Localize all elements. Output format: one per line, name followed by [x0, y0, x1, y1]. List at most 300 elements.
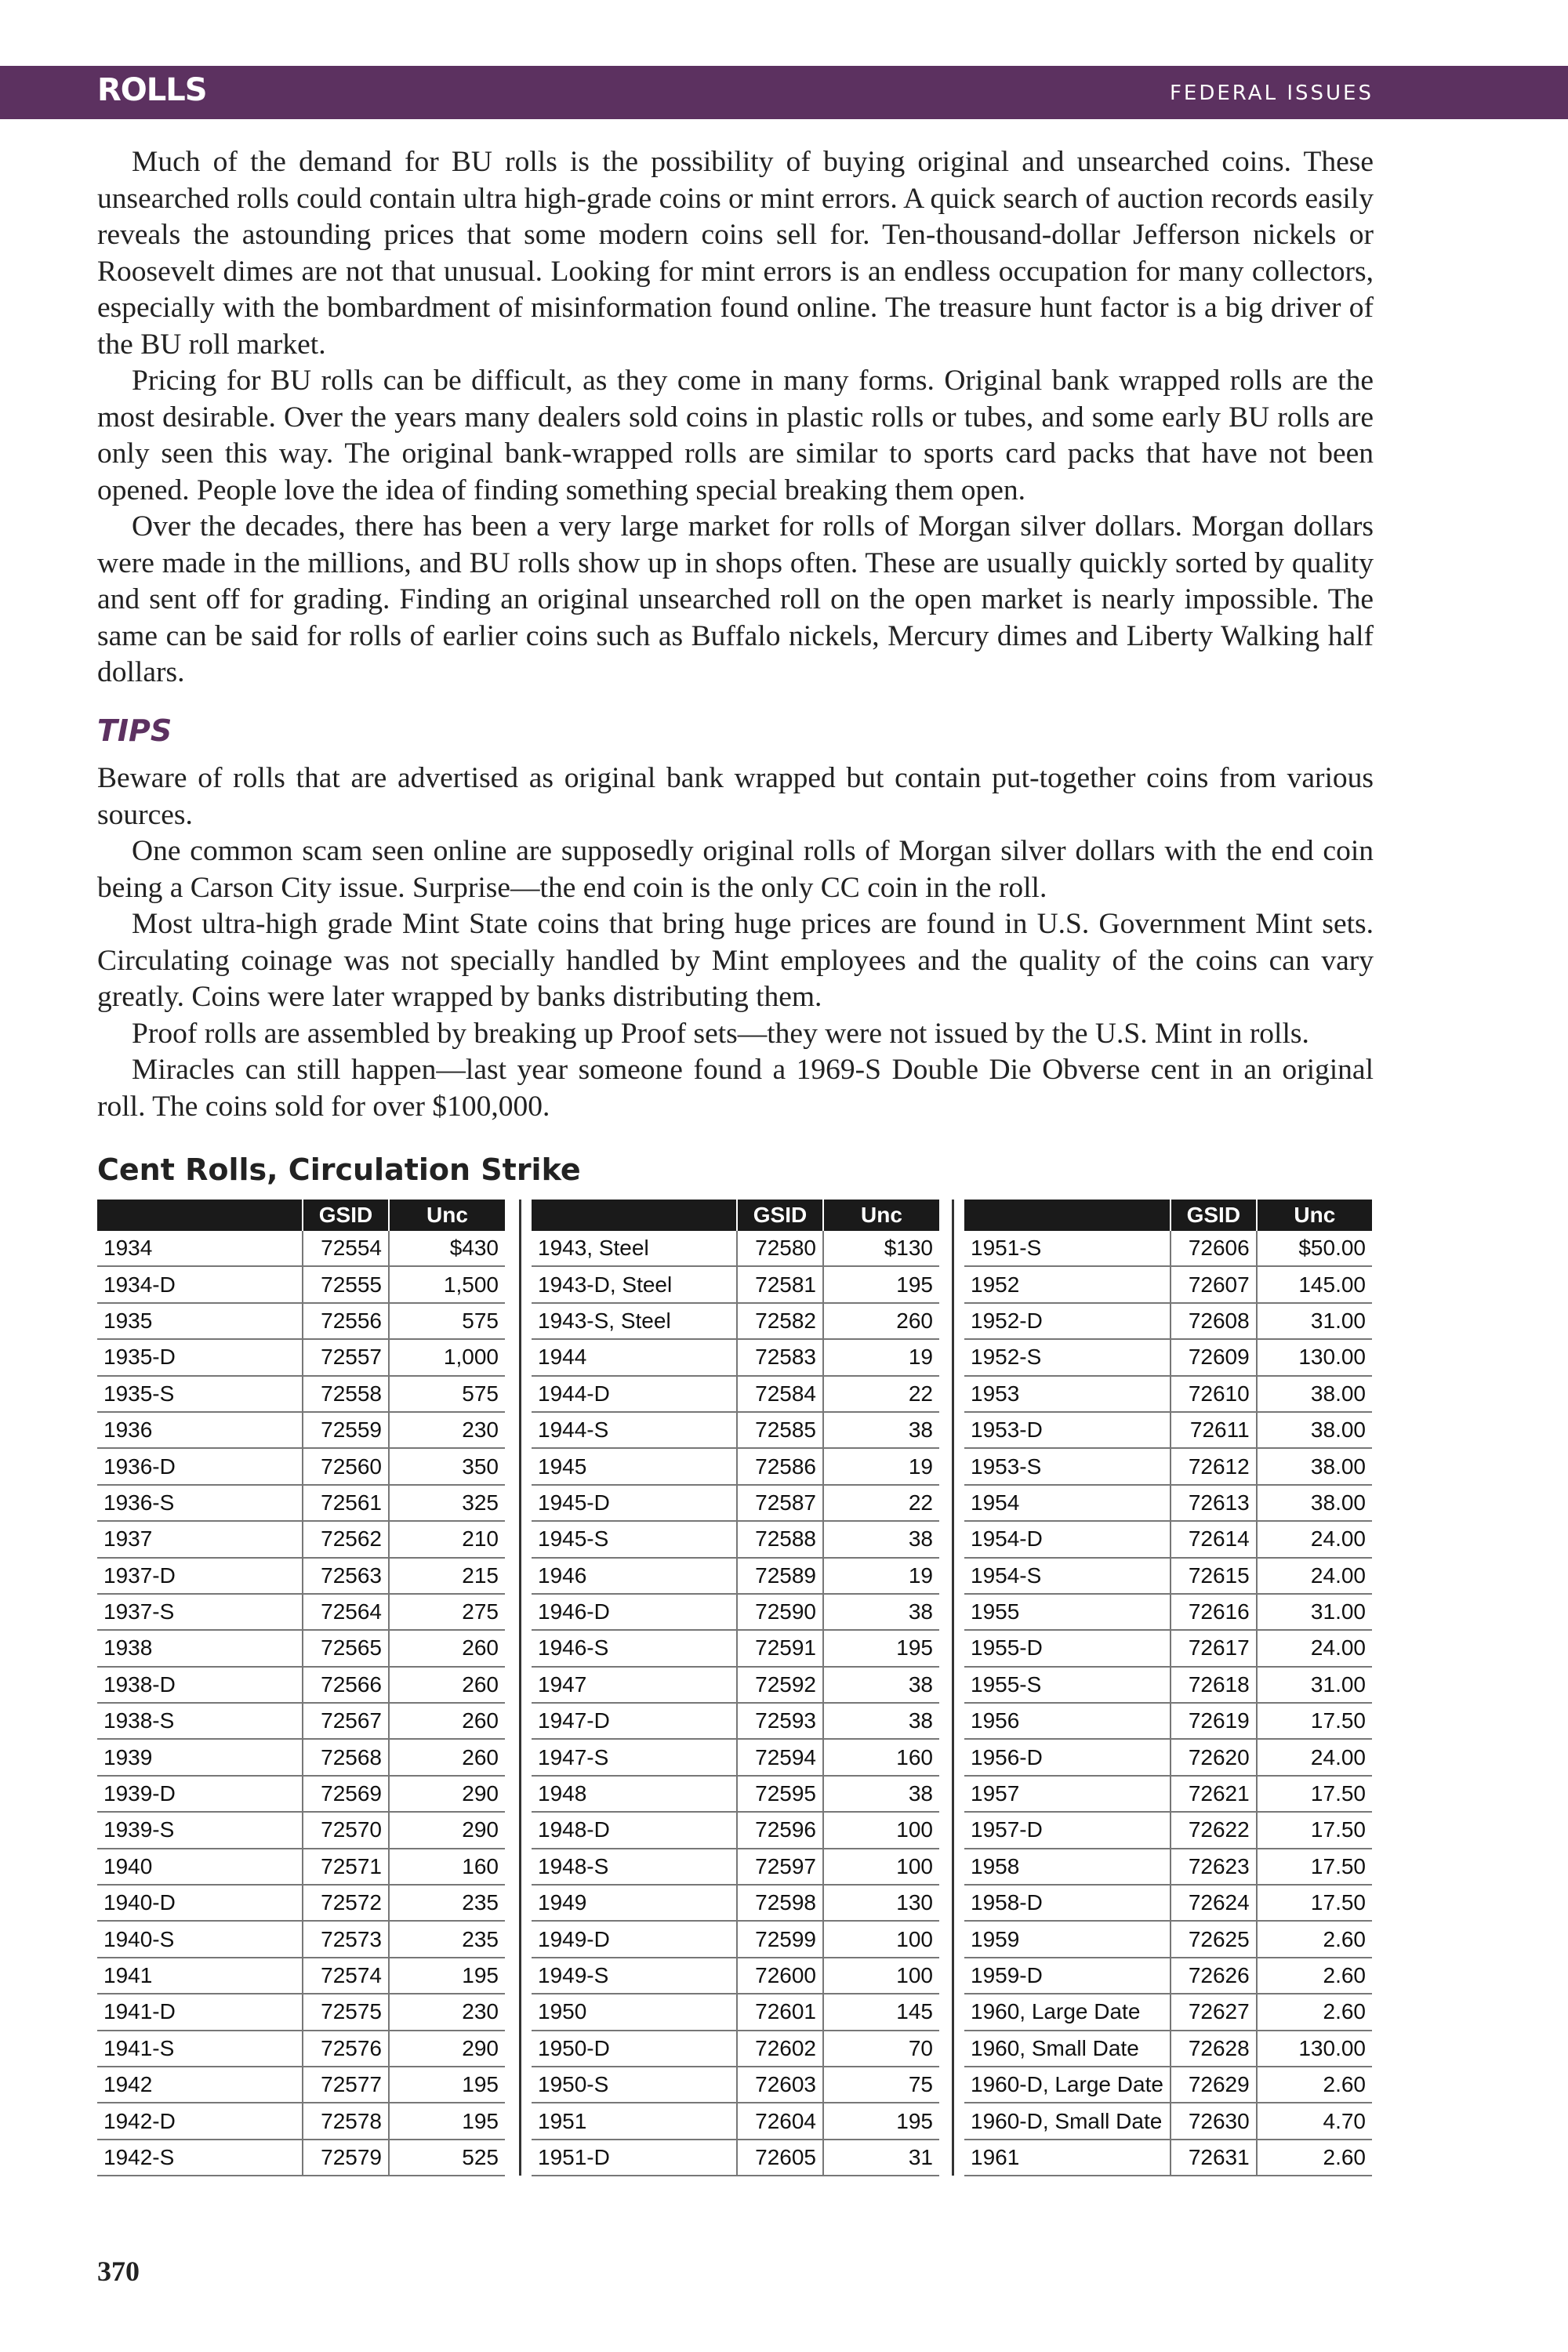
table-row	[97, 1849, 505, 1885]
coin-date-cell: 1952-S	[964, 1339, 1171, 1375]
table-row	[532, 1921, 939, 1957]
gsid-cell: 72629	[1171, 2067, 1257, 2103]
unc-price-cell: 290	[389, 1776, 505, 1812]
coin-date-cell: 1961	[964, 2140, 1171, 2176]
gsid-cell: 72566	[303, 1667, 389, 1703]
table-row	[532, 1849, 939, 1885]
table-row	[532, 1558, 939, 1594]
table-row	[964, 1339, 1372, 1375]
coin-date-cell: 1938	[97, 1630, 303, 1666]
table-row	[532, 1994, 939, 2030]
unc-price-cell: 17.50	[1257, 1812, 1372, 1848]
table-row	[964, 1630, 1372, 1666]
table-row	[964, 1958, 1372, 1994]
unc-price-cell: 260	[389, 1630, 505, 1666]
unc-price-cell: 31.00	[1257, 1594, 1372, 1630]
gsid-cell: 72626	[1171, 1958, 1257, 1994]
table-row	[532, 2140, 939, 2176]
unc-price-cell: 31.00	[1257, 1303, 1372, 1339]
gsid-cell: 72608	[1171, 1303, 1257, 1339]
column-divider	[952, 1200, 954, 2176]
coin-date-cell: 1954	[964, 1485, 1171, 1521]
coin-date-cell: 1952-D	[964, 1303, 1171, 1339]
unc-price-cell: 24.00	[1257, 1521, 1372, 1557]
coin-date-cell: 1947	[532, 1667, 737, 1703]
gsid-cell: 72572	[303, 1885, 389, 1921]
gsid-cell: 72604	[737, 2103, 823, 2139]
gsid-cell: 72578	[303, 2103, 389, 2139]
coin-date-cell: 1946-S	[532, 1630, 737, 1666]
gsid-cell: 72575	[303, 1994, 389, 2030]
gsid-cell: 72555	[303, 1266, 389, 1302]
coin-date-cell: 1946	[532, 1558, 737, 1594]
table-row	[964, 2140, 1372, 2176]
coin-date-cell: 1947-D	[532, 1703, 737, 1739]
table-row	[532, 1739, 939, 1775]
unc-column-header: Unc	[823, 1200, 939, 1231]
unc-price-cell: 38.00	[1257, 1448, 1372, 1484]
page-number: 370	[97, 2256, 140, 2287]
gsid-cell: 72607	[1171, 1266, 1257, 1302]
coin-date-cell: 1938-D	[97, 1667, 303, 1703]
coin-date-cell: 1945-D	[532, 1485, 737, 1521]
table-title: Cent Rolls, Circulation Strike	[97, 1152, 581, 1187]
table-row	[964, 1231, 1372, 1266]
table-row	[97, 1667, 505, 1703]
date-column-header	[964, 1200, 1171, 1231]
table-row	[97, 1485, 505, 1521]
table-row	[97, 2140, 505, 2176]
table-row	[964, 1994, 1372, 2030]
gsid-cell: 72589	[737, 1558, 823, 1594]
gsid-cell: 72561	[303, 1485, 389, 1521]
tips-paragraph: Proof rolls are assembled by breaking up Proof sets—they were not issued by the U.S. Mint in rolls.	[132, 1017, 1309, 1050]
gsid-cell: 72631	[1171, 2140, 1257, 2176]
date-column-header	[532, 1200, 737, 1231]
unc-price-cell: 38	[823, 1776, 939, 1812]
coin-date-cell: 1950	[532, 1994, 737, 2030]
unc-price-cell: 1,500	[389, 1266, 505, 1302]
unc-price-cell: 22	[823, 1485, 939, 1521]
table-row	[97, 1994, 505, 2030]
coin-date-cell: 1956	[964, 1703, 1171, 1739]
table-row	[532, 1812, 939, 1848]
table-row	[97, 2103, 505, 2139]
table-row	[964, 1739, 1372, 1775]
table-row	[532, 1776, 939, 1812]
gsid-cell: 72569	[303, 1776, 389, 1812]
header-bar	[0, 66, 1568, 119]
gsid-cell: 72562	[303, 1521, 389, 1557]
coin-date-cell: 1935-S	[97, 1376, 303, 1412]
unc-price-cell: $50.00	[1257, 1231, 1372, 1266]
gsid-cell: 72595	[737, 1776, 823, 1812]
unc-price-cell: 230	[389, 1412, 505, 1448]
unc-price-cell: 195	[823, 1630, 939, 1666]
cent-rolls-table-2	[532, 1200, 939, 2176]
table-row	[964, 1921, 1372, 1957]
unc-price-cell: 235	[389, 1921, 505, 1957]
table-row	[532, 1667, 939, 1703]
unc-price-cell: 575	[389, 1376, 505, 1412]
coin-date-cell: 1943-D, Steel	[532, 1266, 737, 1302]
gsid-cell: 72591	[737, 1630, 823, 1666]
gsid-column-header: GSID	[1171, 1200, 1257, 1231]
table-row	[964, 1703, 1372, 1739]
unc-price-cell: 38	[823, 1667, 939, 1703]
gsid-cell: 72625	[1171, 1921, 1257, 1957]
unc-price-cell: 235	[389, 1885, 505, 1921]
gsid-cell: 72580	[737, 1231, 823, 1266]
unc-price-cell: 210	[389, 1521, 505, 1557]
table-row	[532, 1303, 939, 1339]
coin-date-cell: 1934	[97, 1231, 303, 1266]
table-row	[964, 2103, 1372, 2139]
table-header-row	[97, 1200, 505, 1231]
gsid-cell: 72620	[1171, 1739, 1257, 1775]
gsid-cell: 72590	[737, 1594, 823, 1630]
coin-date-cell: 1950-S	[532, 2067, 737, 2103]
coin-date-cell: 1957-D	[964, 1812, 1171, 1848]
unc-price-cell: 260	[389, 1703, 505, 1739]
coin-date-cell: 1958-D	[964, 1885, 1171, 1921]
unc-price-cell: 2.60	[1257, 2140, 1372, 2176]
gsid-cell: 72565	[303, 1630, 389, 1666]
coin-date-cell: 1942	[97, 2067, 303, 2103]
table-row	[532, 1630, 939, 1666]
unc-price-cell: 260	[389, 1667, 505, 1703]
gsid-cell: 72628	[1171, 2031, 1257, 2067]
coin-date-cell: 1945-S	[532, 1521, 737, 1557]
unc-price-cell: 24.00	[1257, 1630, 1372, 1666]
unc-price-cell: 525	[389, 2140, 505, 2176]
gsid-cell: 72610	[1171, 1376, 1257, 1412]
table-row	[964, 1667, 1372, 1703]
gsid-cell: 72616	[1171, 1594, 1257, 1630]
gsid-cell: 72563	[303, 1558, 389, 1594]
gsid-cell: 72585	[737, 1412, 823, 1448]
cent-rolls-table-1	[97, 1200, 505, 2176]
coin-date-cell: 1948-S	[532, 1849, 737, 1885]
gsid-cell: 72570	[303, 1812, 389, 1848]
gsid-cell: 72605	[737, 2140, 823, 2176]
table-row	[97, 1776, 505, 1812]
unc-price-cell: 130.00	[1257, 1339, 1372, 1375]
gsid-cell: 72618	[1171, 1667, 1257, 1703]
table-row	[532, 1376, 939, 1412]
table-row	[532, 1231, 939, 1266]
unc-price-cell: $130	[823, 1231, 939, 1266]
coin-date-cell: 1939-S	[97, 1812, 303, 1848]
coin-date-cell: 1946-D	[532, 1594, 737, 1630]
table-row	[532, 1448, 939, 1484]
coin-date-cell: 1948-D	[532, 1812, 737, 1848]
table-row	[97, 1921, 505, 1957]
coin-date-cell: 1941-D	[97, 1994, 303, 2030]
unc-price-cell: 215	[389, 1558, 505, 1594]
table-row	[97, 1812, 505, 1848]
coin-date-cell: 1958	[964, 1849, 1171, 1885]
coin-date-cell: 1948	[532, 1776, 737, 1812]
unc-price-cell: 260	[823, 1303, 939, 1339]
table-row	[97, 1703, 505, 1739]
unc-price-cell: 38.00	[1257, 1376, 1372, 1412]
unc-price-cell: 38	[823, 1521, 939, 1557]
unc-price-cell: 290	[389, 2031, 505, 2067]
table-row	[964, 1885, 1372, 1921]
gsid-cell: 72594	[737, 1739, 823, 1775]
gsid-cell: 72583	[737, 1339, 823, 1375]
gsid-cell: 72586	[737, 1448, 823, 1484]
gsid-cell: 72592	[737, 1667, 823, 1703]
coin-date-cell: 1938-S	[97, 1703, 303, 1739]
coin-date-cell: 1944-S	[532, 1412, 737, 1448]
unc-price-cell: 19	[823, 1339, 939, 1375]
coin-date-cell: 1949	[532, 1885, 737, 1921]
gsid-cell: 72601	[737, 1994, 823, 2030]
table-row	[532, 2067, 939, 2103]
unc-price-cell: 31	[823, 2140, 939, 2176]
coin-date-cell: 1951-S	[964, 1231, 1171, 1266]
page-section-title: ROLLS	[97, 72, 207, 108]
coin-date-cell: 1942-S	[97, 2140, 303, 2176]
table-row	[532, 1958, 939, 1994]
table-row	[532, 2031, 939, 2067]
coin-date-cell: 1960-D, Small Date	[964, 2103, 1171, 2139]
gsid-cell: 72588	[737, 1521, 823, 1557]
coin-date-cell: 1953-D	[964, 1412, 1171, 1448]
date-column-header	[97, 1200, 303, 1231]
gsid-cell: 72627	[1171, 1994, 1257, 2030]
table-row	[97, 2031, 505, 2067]
unc-price-cell: 19	[823, 1558, 939, 1594]
coin-date-cell: 1956-D	[964, 1739, 1171, 1775]
table-row	[964, 2031, 1372, 2067]
gsid-cell: 72606	[1171, 1231, 1257, 1266]
gsid-cell: 72622	[1171, 1812, 1257, 1848]
gsid-column-header: GSID	[737, 1200, 823, 1231]
unc-price-cell: 350	[389, 1448, 505, 1484]
unc-price-cell: 1,000	[389, 1339, 505, 1375]
coin-date-cell: 1955	[964, 1594, 1171, 1630]
unc-price-cell: 160	[389, 1849, 505, 1885]
table-row	[97, 1630, 505, 1666]
unc-price-cell: 195	[389, 2067, 505, 2103]
unc-price-cell: 145.00	[1257, 1266, 1372, 1302]
coin-date-cell: 1940-D	[97, 1885, 303, 1921]
unc-price-cell: 4.70	[1257, 2103, 1372, 2139]
gsid-cell: 72559	[303, 1412, 389, 1448]
table-row	[532, 1703, 939, 1739]
column-divider	[519, 1200, 521, 2176]
table-row	[964, 1849, 1372, 1885]
intro-paragraph: Pricing for BU rolls can be difficult, as they come in many forms. Original bank wrapped rolls are the most desirable. Over the years many dealers sold coins in plastic rolls or tubes, and some early BU rolls are only seen this way. The original bank-wrapped rolls are similar to sports card packs that have not been opened. People love the idea of finding something special breaking them open.	[97, 365, 1374, 506]
unc-price-cell: 2.60	[1257, 1994, 1372, 2030]
coin-date-cell: 1937-D	[97, 1558, 303, 1594]
unc-price-cell: 38.00	[1257, 1485, 1372, 1521]
coin-date-cell: 1940-S	[97, 1921, 303, 1957]
gsid-cell: 72571	[303, 1849, 389, 1885]
gsid-cell: 72623	[1171, 1849, 1257, 1885]
coin-date-cell: 1952	[964, 1266, 1171, 1302]
table-row	[964, 2067, 1372, 2103]
gsid-cell: 72577	[303, 2067, 389, 2103]
gsid-cell: 72556	[303, 1303, 389, 1339]
coin-date-cell: 1936-D	[97, 1448, 303, 1484]
coin-date-cell: 1939-D	[97, 1776, 303, 1812]
gsid-cell: 72600	[737, 1958, 823, 1994]
table-row	[964, 1376, 1372, 1412]
unc-price-cell: 130.00	[1257, 2031, 1372, 2067]
table-row	[97, 1339, 505, 1375]
coin-date-cell: 1935	[97, 1303, 303, 1339]
table-row	[964, 1485, 1372, 1521]
unc-price-cell: 130	[823, 1885, 939, 1921]
gsid-cell: 72587	[737, 1485, 823, 1521]
unc-price-cell: 31.00	[1257, 1667, 1372, 1703]
gsid-cell: 72596	[737, 1812, 823, 1848]
coin-date-cell: 1960, Small Date	[964, 2031, 1171, 2067]
tips-paragraph: Most ultra-high grade Mint State coins that bring huge prices are found in U.S. Government Mint sets. Circulating coinage was not specially handled by Mint employees and the quality of the coins can vary greatly. Coins were later wrapped by banks distributing them.	[97, 908, 1374, 1013]
gsid-cell: 72554	[303, 1231, 389, 1266]
tips-heading: TIPS	[97, 713, 172, 748]
unc-price-cell: 2.60	[1257, 2067, 1372, 2103]
gsid-cell: 72574	[303, 1958, 389, 1994]
gsid-cell: 72568	[303, 1739, 389, 1775]
coin-date-cell: 1943, Steel	[532, 1231, 737, 1266]
unc-column-header: Unc	[1257, 1200, 1372, 1231]
intro-text	[97, 144, 1374, 691]
unc-price-cell: 75	[823, 2067, 939, 2103]
table-row	[532, 1885, 939, 1921]
table-row	[97, 1558, 505, 1594]
table-row	[97, 2067, 505, 2103]
gsid-cell: 72613	[1171, 1485, 1257, 1521]
coin-date-cell: 1953	[964, 1376, 1171, 1412]
coin-date-cell: 1937-S	[97, 1594, 303, 1630]
gsid-cell: 72619	[1171, 1703, 1257, 1739]
intro-paragraph: Over the decades, there has been a very large market for rolls of Morgan silver dollars. Morgan dollars were made in the millions, and BU rolls show up in shops often. These are usually quickly sorted by quality and sent off for grading. Finding an original unsearched roll on the open market is nearly impossible. The same can be said for rolls of earlier coins such as Buffalo nickels, Mercury dimes and Liberty Walking half dollars.	[97, 510, 1374, 688]
tips-paragraph: Beware of rolls that are advertised as original bank wrapped but contain put-together coins from various sources.	[97, 762, 1374, 831]
gsid-cell: 72617	[1171, 1630, 1257, 1666]
table-row	[97, 1303, 505, 1339]
table-row	[964, 1266, 1372, 1302]
coin-date-cell: 1954-D	[964, 1521, 1171, 1557]
table-row	[97, 1885, 505, 1921]
unc-column-header: Unc	[389, 1200, 505, 1231]
table-row	[97, 1231, 505, 1266]
gsid-cell: 72612	[1171, 1448, 1257, 1484]
table-row	[964, 1448, 1372, 1484]
table-row	[532, 1485, 939, 1521]
unc-price-cell: 17.50	[1257, 1703, 1372, 1739]
table-row	[97, 1521, 505, 1557]
unc-price-cell: 100	[823, 1812, 939, 1848]
coin-date-cell: 1936-S	[97, 1485, 303, 1521]
table-row	[532, 1521, 939, 1557]
coin-date-cell: 1955-D	[964, 1630, 1171, 1666]
unc-price-cell: 24.00	[1257, 1739, 1372, 1775]
unc-price-cell: 22	[823, 1376, 939, 1412]
coin-date-cell: 1960, Large Date	[964, 1994, 1171, 2030]
tips-paragraph: One common scam seen online are supposedly original rolls of Morgan silver dollars with the end coin being a Carson City issue. Surprise—the end coin is the only CC coin in the roll.	[97, 835, 1374, 904]
gsid-cell: 72611	[1171, 1412, 1257, 1448]
coin-date-cell: 1951	[532, 2103, 737, 2139]
coin-date-cell: 1960-D, Large Date	[964, 2067, 1171, 2103]
coin-date-cell: 1941	[97, 1958, 303, 1994]
unc-price-cell: 195	[823, 1266, 939, 1302]
unc-price-cell: 100	[823, 1921, 939, 1957]
table-row	[97, 1958, 505, 1994]
cent-rolls-table-3	[964, 1200, 1372, 2176]
table-row	[964, 1776, 1372, 1812]
coin-date-cell: 1935-D	[97, 1339, 303, 1375]
unc-price-cell: 145	[823, 1994, 939, 2030]
coin-date-cell: 1934-D	[97, 1266, 303, 1302]
coin-date-cell: 1947-S	[532, 1739, 737, 1775]
coin-date-cell: 1949-D	[532, 1921, 737, 1957]
gsid-cell: 72630	[1171, 2103, 1257, 2139]
gsid-cell: 72615	[1171, 1558, 1257, 1594]
coin-date-cell: 1954-S	[964, 1558, 1171, 1594]
table-row	[532, 1339, 939, 1375]
unc-price-cell: 575	[389, 1303, 505, 1339]
coin-date-cell: 1951-D	[532, 2140, 737, 2176]
table-row	[964, 1412, 1372, 1448]
unc-price-cell: 38	[823, 1412, 939, 1448]
gsid-cell: 72593	[737, 1703, 823, 1739]
table-header-row	[964, 1200, 1372, 1231]
coin-date-cell: 1957	[964, 1776, 1171, 1812]
gsid-cell: 72560	[303, 1448, 389, 1484]
table-row	[964, 1521, 1372, 1557]
unc-price-cell: 290	[389, 1812, 505, 1848]
coin-date-cell: 1949-S	[532, 1958, 737, 1994]
unc-price-cell: 100	[823, 1958, 939, 1994]
unc-price-cell: 70	[823, 2031, 939, 2067]
unc-price-cell: 260	[389, 1739, 505, 1775]
coin-date-cell: 1944	[532, 1339, 737, 1375]
coin-date-cell: 1959-D	[964, 1958, 1171, 1994]
unc-price-cell: 38.00	[1257, 1412, 1372, 1448]
unc-price-cell: 2.60	[1257, 1958, 1372, 1994]
gsid-cell: 72558	[303, 1376, 389, 1412]
gsid-cell: 72624	[1171, 1885, 1257, 1921]
intro-paragraph: Much of the demand for BU rolls is the possibility of buying original and unsearched coins. These unsearched rolls could contain ultra high-grade coins or mint errors. A quick search of auction records easily reveals the astounding prices that some modern coins sell for. Ten-thousand-dollar Jefferson nickels or Roosevelt dimes are not that unusual. Looking for mint errors is an endless occupation for many collectors, especially with the bombardment of misinformation found online. The treasure hunt factor is a big driver of the BU roll market.	[97, 146, 1374, 361]
gsid-cell: 72584	[737, 1376, 823, 1412]
gsid-cell: 72573	[303, 1921, 389, 1957]
unc-price-cell: 38	[823, 1594, 939, 1630]
unc-price-cell: 325	[389, 1485, 505, 1521]
coin-date-cell: 1940	[97, 1849, 303, 1885]
unc-price-cell: 195	[389, 1958, 505, 1994]
coin-date-cell: 1941-S	[97, 2031, 303, 2067]
gsid-cell: 72603	[737, 2067, 823, 2103]
table-row	[964, 1812, 1372, 1848]
table-row	[532, 1266, 939, 1302]
coin-date-cell: 1950-D	[532, 2031, 737, 2067]
coin-date-cell: 1945	[532, 1448, 737, 1484]
table-row	[964, 1594, 1372, 1630]
table-row	[97, 1412, 505, 1448]
gsid-cell: 72609	[1171, 1339, 1257, 1375]
coin-date-cell: 1943-S, Steel	[532, 1303, 737, 1339]
unc-price-cell: 275	[389, 1594, 505, 1630]
gsid-cell: 72567	[303, 1703, 389, 1739]
table-row	[964, 1303, 1372, 1339]
gsid-cell: 72598	[737, 1885, 823, 1921]
gsid-cell: 72614	[1171, 1521, 1257, 1557]
